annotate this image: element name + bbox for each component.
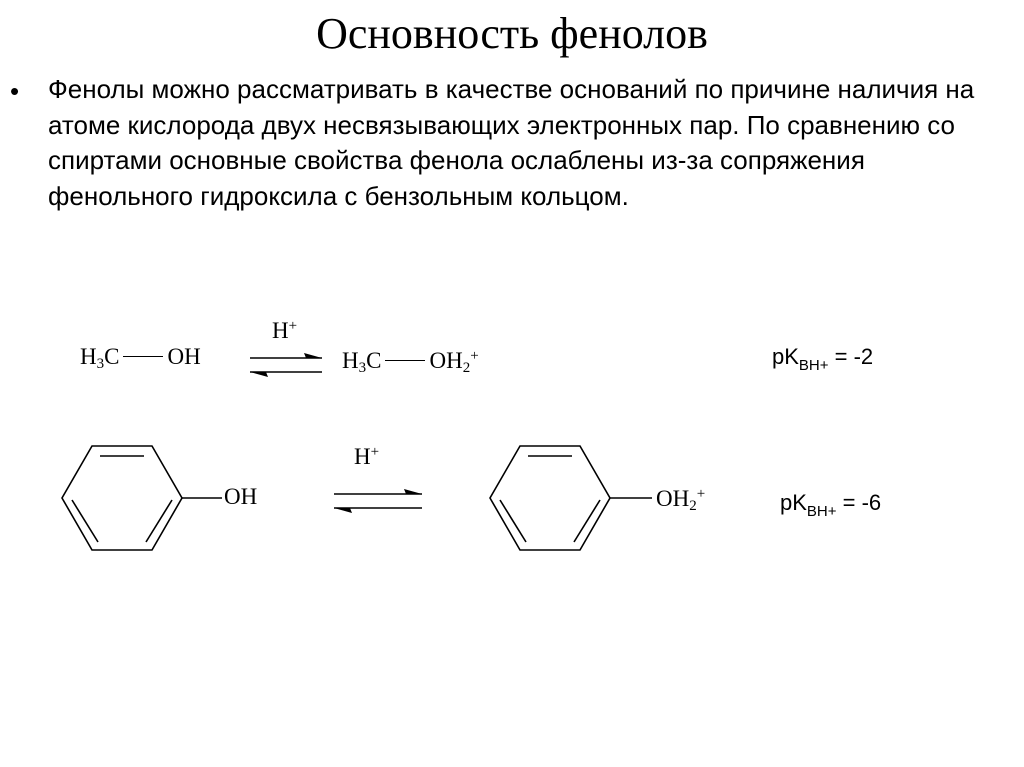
catalyst-2-plus: + bbox=[370, 444, 380, 460]
methyloxonium-h-subscript: 3 bbox=[358, 360, 367, 376]
bullet-marker: • bbox=[10, 76, 20, 106]
phenol-benzene-ring bbox=[62, 446, 222, 550]
methyloxonium-plus: + bbox=[470, 348, 479, 364]
catalyst-1-plus: + bbox=[288, 318, 298, 334]
methyloxonium-c: C bbox=[366, 348, 382, 373]
slide-title: Основность фенолов bbox=[316, 9, 708, 58]
methanol-c: C bbox=[104, 344, 120, 369]
methanol-oh: OH bbox=[167, 344, 201, 369]
phenyloxonium-oh-text: OH bbox=[656, 486, 690, 511]
phenyloxonium-benzene-ring bbox=[490, 446, 652, 550]
catalyst-1-h: H bbox=[272, 318, 289, 343]
phenyloxonium-plus: + bbox=[696, 486, 706, 502]
methanol-h-subscript: 3 bbox=[96, 356, 105, 372]
pk-label-2: pK bbox=[780, 490, 807, 515]
pk-subscript-2: BH+ bbox=[806, 503, 837, 520]
phenyloxonium-oh-subscript: 2 bbox=[689, 498, 697, 514]
equilibrium-arrow-2 bbox=[334, 489, 422, 513]
pk-label-1: pK bbox=[772, 344, 799, 369]
catalyst-2-h: H bbox=[354, 444, 371, 469]
methanol-h: H bbox=[80, 344, 97, 369]
equilibrium-arrow-1 bbox=[250, 353, 322, 377]
pk-number-1: = -2 bbox=[828, 344, 874, 369]
pk-number-2: = -6 bbox=[836, 490, 882, 515]
methyloxonium-oh: OH bbox=[429, 348, 463, 373]
methyloxonium-oh-subscript: 2 bbox=[462, 360, 471, 376]
methyloxonium-h: H bbox=[342, 348, 359, 373]
phenol-oh: OH bbox=[224, 484, 258, 509]
body-paragraph: Фенолы можно рассматривать в качестве оснований по причине наличия на атоме кислорода двух несвязывающих электронных пар. По сравнению со спиртами основные свойства фенола ослаблены из-за сопряжения фенольного гидроксила с бензольным кольцом. bbox=[48, 74, 975, 211]
pk-subscript-1: BH+ bbox=[798, 357, 829, 374]
